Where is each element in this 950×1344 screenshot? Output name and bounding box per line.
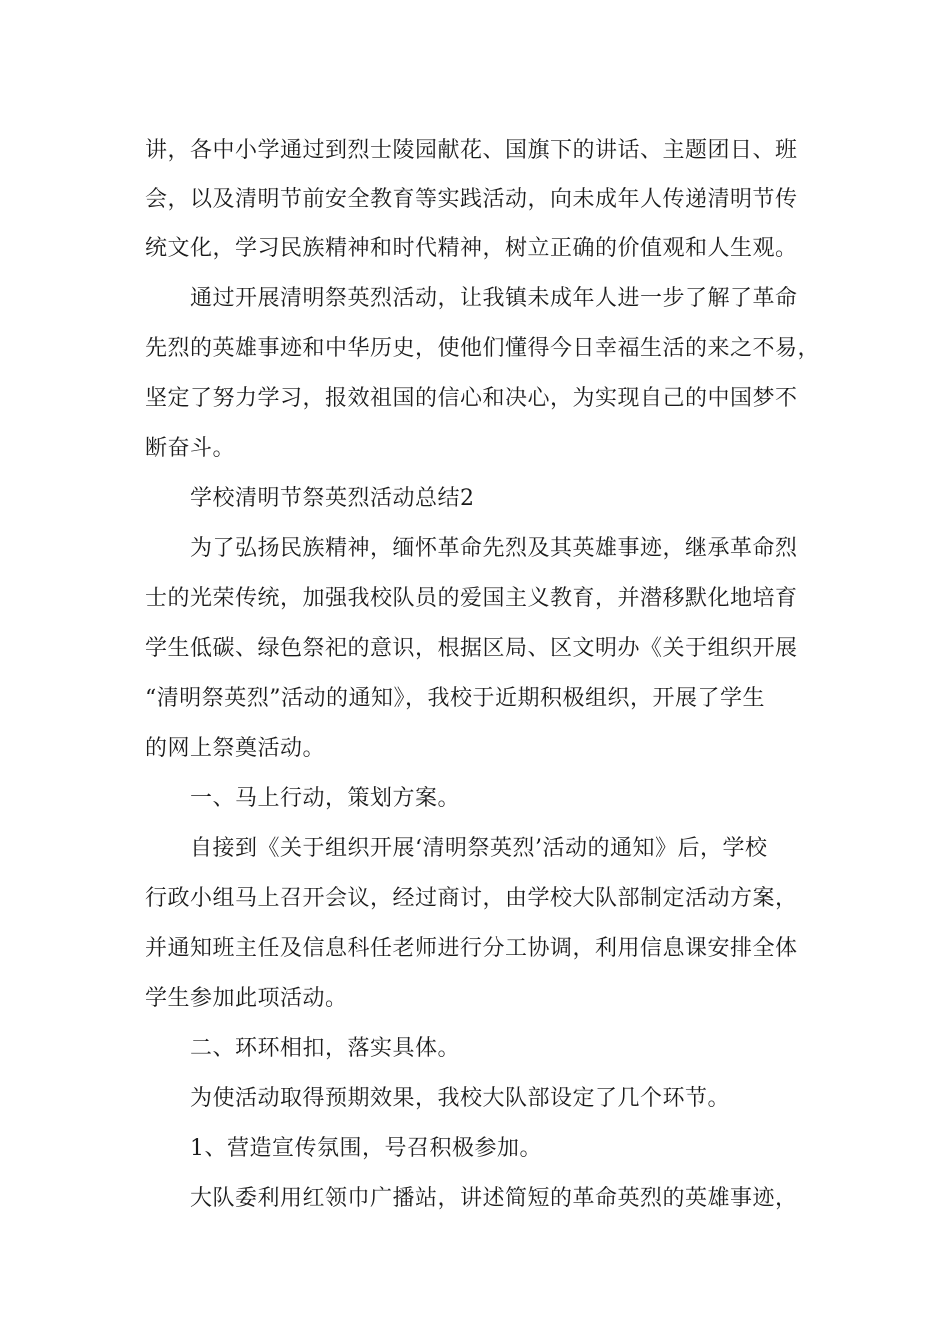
text-line-6: 坚定了努力学习，报效祖国的信心和决心，为实现自己的中国梦不 [145, 386, 798, 411]
text-line-13: 的网上祭奠活动。 [145, 736, 326, 761]
text-line-10: 士的光荣传统，加强我校队员的爱国主义教育，并潜移默化地培育 [145, 586, 798, 611]
text-line-4: 通过开展清明祭英烈活动，让我镇未成年人进一步了解了革命 [190, 286, 798, 311]
text-line-18: 学生参加此项活动。 [145, 986, 348, 1011]
text-line-22: 大队委利用红领巾广播站，讲述简短的革命英烈的英雄事迹， [190, 1186, 798, 1211]
text-line-12: “清明祭英烈”活动的通知》，我校于近期积极组织，开展了学生 [145, 686, 765, 711]
text-line-1: 讲，各中小学通过到烈士陵园献花、国旗下的讲话、主题团日、班 [145, 138, 798, 163]
text-line-17: 并通知班主任及信息科任老师进行分工协调，利用信息课安排全体 [145, 936, 798, 961]
text-line-20: 为使活动取得预期效果，我校大队部设定了几个环节。 [190, 1086, 731, 1111]
text-line-3: 统文化，学习民族精神和时代精神，树立正确的价值观和人生观。 [145, 236, 798, 261]
text-line-9: 为了弘扬民族精神，缅怀革命先烈及其英雄事迹，继承革命烈 [190, 536, 798, 561]
subheading-1: 一、马上行动，策划方案。 [190, 786, 461, 811]
text-line-16: 行政小组马上召开会议，经过商讨，由学校大队部制定活动方案， [145, 886, 798, 911]
text-line-7: 断奋斗。 [145, 436, 236, 461]
subheading-2: 二、环环相扣，落实具体。 [190, 1036, 461, 1061]
text-line-5: 先烈的英雄事迹和中华历史，使他们懂得今日幸福生活的来之不易， [145, 336, 821, 361]
list-item-1: 1、营造宣传氛围，号召积极参加。 [190, 1136, 542, 1161]
text-line-11: 学生低碳、绿色祭祀的意识，根据区局、区文明办《关于组织开展 [145, 636, 798, 661]
text-line-2: 会，以及清明节前安全教育等实践活动，向未成年人传递清明节传 [145, 187, 798, 212]
section-heading: 学校清明节祭英烈活动总结2 [190, 486, 475, 511]
text-line-15: 自接到《关于组织开展‘清明祭英烈’活动的通知》后，学校 [190, 836, 768, 861]
